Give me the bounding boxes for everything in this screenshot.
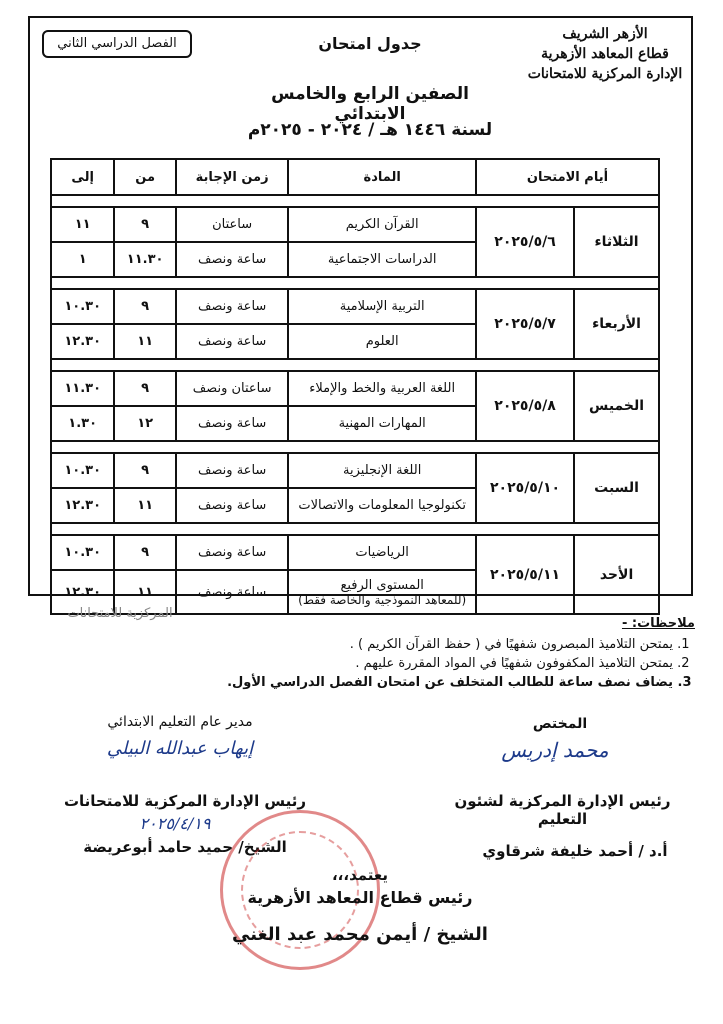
exam-head-name: الشيخ/ حميد حامد أبوعريضة bbox=[83, 838, 287, 856]
day-cell: السبت bbox=[574, 453, 659, 523]
from-cell: ٩ bbox=[114, 289, 176, 324]
table-row bbox=[51, 207, 659, 242]
to-cell: ١٢.٣٠ bbox=[51, 488, 114, 523]
duration-cell: ساعة ونصف bbox=[176, 535, 288, 570]
to-cell: ١٢.٣٠ bbox=[51, 324, 114, 359]
specialist-label: المختص bbox=[532, 716, 588, 732]
header-from: من bbox=[114, 159, 176, 195]
to-cell: ١١.٣٠ bbox=[51, 371, 114, 406]
exam-head-label: رئيس الإدارة المركزية للامتحانات bbox=[63, 792, 307, 810]
table-row bbox=[51, 535, 659, 570]
to-cell: ١.٣٠ bbox=[51, 406, 114, 441]
from-cell: ٩ bbox=[114, 371, 176, 406]
subject-cell: اللغة العربية والخط والإملاء bbox=[288, 371, 476, 406]
note-item: 3. يضاف نصف ساعة للطالب المتخلف عن امتحان الفصل الدراسي الأول. bbox=[95, 673, 673, 692]
subject-cell: العلوم bbox=[288, 324, 476, 359]
subject-note: (للمعاهد النموذجية والخاصة فقط) bbox=[298, 592, 467, 607]
director-label: مدير عام التعليم الابتدائي bbox=[107, 714, 253, 730]
notes-section bbox=[95, 614, 695, 692]
to-cell: ١٠.٣٠ bbox=[51, 289, 114, 324]
from-cell: ١١ bbox=[114, 488, 176, 523]
to-cell: ١٢.٣٠ bbox=[51, 570, 114, 614]
watermark: المركزية للامتحانات bbox=[67, 606, 173, 621]
semester-box: الفصل الدراسي الثاني bbox=[42, 30, 192, 58]
table-row bbox=[51, 453, 659, 488]
duration-cell: ساعة ونصف bbox=[176, 570, 288, 614]
exam-head-date: ٢٠٢٥/٤/١٩ bbox=[139, 814, 211, 833]
duration-cell: ساعة ونصف bbox=[176, 453, 288, 488]
notes-title: ملاحظات: - bbox=[621, 616, 695, 631]
from-cell: ١٢ bbox=[114, 406, 176, 441]
duration-cell: ساعتان bbox=[176, 207, 288, 242]
exam-schedule-table bbox=[50, 158, 660, 615]
subject-cell: الرياضيات bbox=[288, 535, 476, 570]
date-cell: ٢٠٢٥/٥/١٠ bbox=[476, 453, 574, 523]
day-cell: الأربعاء bbox=[574, 289, 659, 359]
azhar-logo bbox=[520, 24, 690, 84]
header-duration: زمن الإجابة bbox=[176, 159, 288, 195]
table-header-row bbox=[51, 159, 659, 195]
from-cell: ١١.٣٠ bbox=[114, 242, 176, 277]
header-to: إلى bbox=[51, 159, 114, 195]
duration-cell: ساعة ونصف bbox=[176, 488, 288, 523]
logo-line-1: الأزهر الشريف bbox=[562, 26, 648, 42]
header-subject: المادة bbox=[288, 159, 476, 195]
subject-cell bbox=[288, 570, 476, 614]
sector-head-label: رئيس قطاع المعاهد الأزهرية bbox=[247, 888, 473, 907]
duration-cell: ساعة ونصف bbox=[176, 242, 288, 277]
subject-cell: اللغة الإنجليزية bbox=[288, 453, 476, 488]
subject-cell: الدراسات الاجتماعية bbox=[288, 242, 476, 277]
year-title: لسنة ١٤٤٦ هـ / ٢٠٢٤ - ٢٠٢٥م bbox=[247, 120, 493, 140]
subject-cell: المهارات المهنية bbox=[288, 406, 476, 441]
grades-title: الصفين الرابع والخامس الابتدائي bbox=[271, 84, 469, 124]
table-row bbox=[51, 289, 659, 324]
duration-cell: ساعة ونصف bbox=[176, 324, 288, 359]
date-cell: ٢٠٢٥/٥/٦ bbox=[476, 207, 574, 277]
specialist-signature: محمد إدريس bbox=[501, 738, 609, 762]
subject-cell: التربية الإسلامية bbox=[288, 289, 476, 324]
to-cell: ١ bbox=[51, 242, 114, 277]
date-cell: ٢٠٢٥/٥/٨ bbox=[476, 371, 574, 441]
from-cell: ٩ bbox=[114, 535, 176, 570]
day-cell: الثلاثاء bbox=[574, 207, 659, 277]
header-day: أيام الامتحان bbox=[476, 159, 659, 195]
note-item: 2. يمتحن التلاميذ المكفوفون شفهيًا في المواد المقررة عليهم . bbox=[95, 654, 673, 673]
subject-text: المستوى الرفيع bbox=[340, 577, 424, 593]
subject-cell: القرآن الكريم bbox=[288, 207, 476, 242]
from-cell: ١١ bbox=[114, 570, 176, 614]
day-cell: الخميس bbox=[574, 371, 659, 441]
subject-cell: تكنولوجيا المعلومات والاتصالات bbox=[288, 488, 476, 523]
date-cell: ٢٠٢٥/٥/١١ bbox=[476, 535, 574, 614]
from-cell: ٩ bbox=[114, 453, 176, 488]
from-cell: ٩ bbox=[114, 207, 176, 242]
page-title: جدول امتحان bbox=[318, 34, 422, 53]
sector-head-name: الشيخ / أيمن محمد عبد الغني bbox=[232, 924, 488, 945]
day-cell: الأحد bbox=[574, 535, 659, 614]
from-cell: ١١ bbox=[114, 324, 176, 359]
to-cell: ١٠.٣٠ bbox=[51, 535, 114, 570]
edu-head-name: أ.د / أحمد خليفة شرقاوي bbox=[482, 842, 668, 860]
approve-label: يعتمد،،، bbox=[331, 866, 389, 884]
duration-cell: ساعتان ونصف bbox=[176, 371, 288, 406]
note-item: 1. يمتحن التلاميذ المبصرون شفهيًا في ( حفظ القرآن الكريم ) . bbox=[95, 635, 673, 654]
to-cell: ١٠.٣٠ bbox=[51, 453, 114, 488]
date-cell: ٢٠٢٥/٥/٧ bbox=[476, 289, 574, 359]
duration-cell: ساعة ونصف bbox=[176, 406, 288, 441]
to-cell: ١١ bbox=[51, 207, 114, 242]
logo-line-2: قطاع المعاهد الأزهرية bbox=[541, 46, 669, 62]
edu-head-label: رئيس الإدارة المركزية لشئون التعليم bbox=[454, 792, 671, 828]
logo-line-3: الإدارة المركزية للامتحانات bbox=[527, 66, 683, 82]
table-row bbox=[51, 371, 659, 406]
director-name: إيهاب عبدالله البيلي bbox=[106, 738, 254, 759]
duration-cell: ساعة ونصف bbox=[176, 289, 288, 324]
